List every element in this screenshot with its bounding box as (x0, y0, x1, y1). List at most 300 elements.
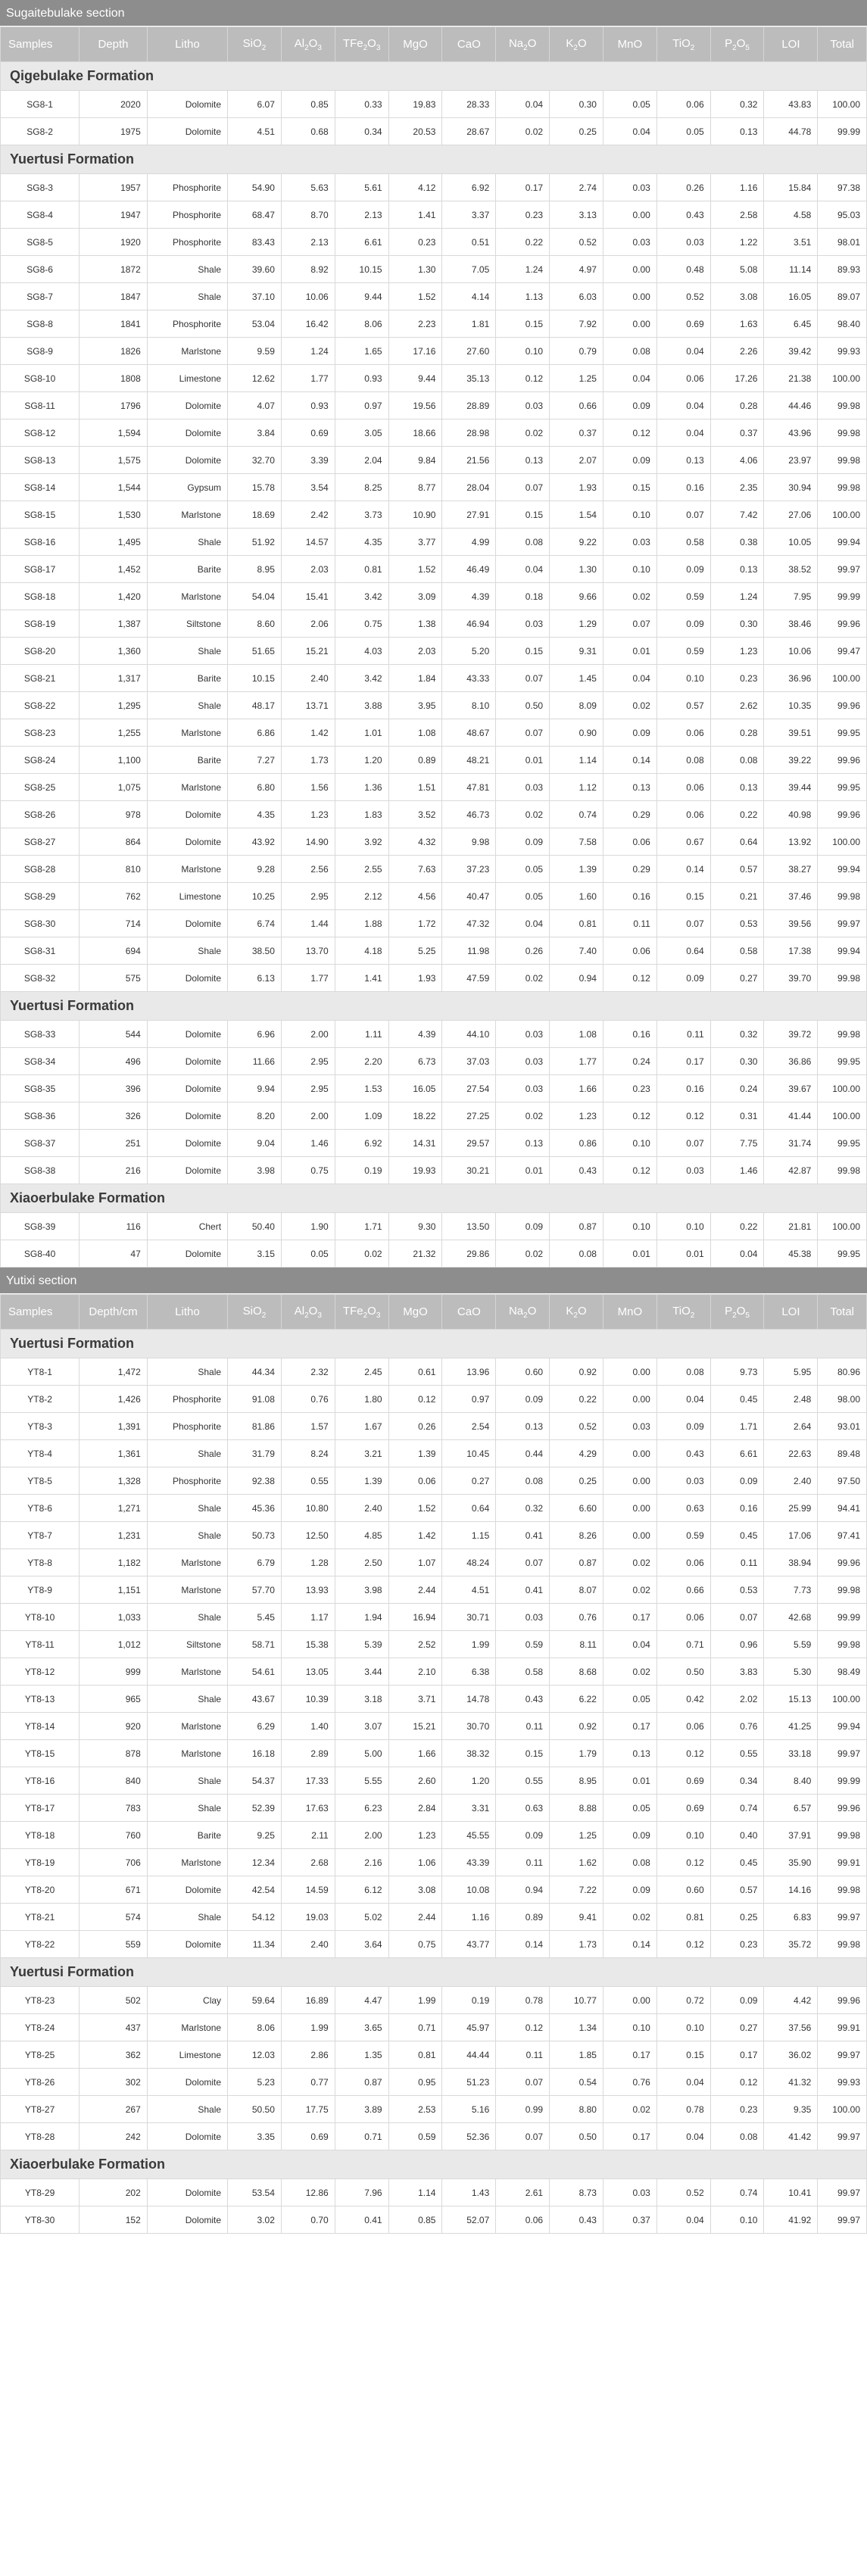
table-row (1, 1157, 867, 1184)
table-cell: 1.73 (281, 747, 335, 774)
table-cell: 99.94 (818, 937, 867, 965)
table-cell: Limestone (147, 883, 227, 910)
table-cell: 0.02 (496, 118, 550, 145)
table-row (1, 2123, 867, 2150)
table-cell: 12.50 (281, 1522, 335, 1549)
table-row (1, 201, 867, 229)
table-cell: SG8-16 (1, 529, 80, 556)
table-cell: 16.05 (764, 283, 818, 310)
table-cell: 38.50 (228, 937, 282, 965)
table-cell: 0.09 (656, 1413, 710, 1440)
table-cell: 0.17 (656, 1048, 710, 1075)
table-cell: 0.76 (603, 2069, 656, 2096)
table-cell: 2.56 (281, 856, 335, 883)
table-cell: 0.04 (656, 338, 710, 365)
table-cell: 44.46 (764, 392, 818, 419)
table-cell: 47.32 (442, 910, 496, 937)
table-cell: SG8-3 (1, 174, 80, 201)
table-cell: 2020 (80, 91, 148, 118)
table-cell: 0.75 (335, 610, 388, 638)
table-cell: 920 (80, 1713, 148, 1740)
table-cell: 0.52 (550, 1413, 603, 1440)
table-cell: 0.26 (656, 174, 710, 201)
table-cell: 99.96 (818, 1549, 867, 1576)
table-cell: 1.12 (550, 774, 603, 801)
table-cell: 0.57 (656, 692, 710, 719)
table-cell: 0.02 (603, 1904, 656, 1931)
table-cell: 10.80 (281, 1495, 335, 1522)
table-cell: 1.30 (550, 556, 603, 583)
table-cell: 10.05 (764, 529, 818, 556)
table-cell: 27.06 (764, 501, 818, 529)
table-cell: 0.71 (656, 1631, 710, 1658)
table-cell: 1,530 (80, 501, 148, 529)
table-cell: 8.88 (550, 1795, 603, 1822)
table-cell: 0.17 (603, 1713, 656, 1740)
table-cell: 37.91 (764, 1822, 818, 1849)
table-cell: 978 (80, 801, 148, 828)
table-cell: 302 (80, 2069, 148, 2096)
table-cell: 48.67 (442, 719, 496, 747)
table-row (1, 1876, 867, 1904)
table-cell: 43.33 (442, 665, 496, 692)
table-cell: 91.08 (228, 1386, 282, 1413)
table-cell: 46.94 (442, 610, 496, 638)
table-cell: 13.92 (764, 828, 818, 856)
formation-row (1, 2150, 867, 2179)
table-cell: 30.71 (442, 1604, 496, 1631)
table-cell: 2.40 (281, 665, 335, 692)
table-cell: 0.04 (496, 910, 550, 937)
table-cell: 0.96 (710, 1631, 764, 1658)
table-cell: Shale (147, 283, 227, 310)
formation-row (1, 1958, 867, 1987)
table-row (1, 2206, 867, 2234)
table-cell: 0.11 (496, 1713, 550, 1740)
table-cell: SG8-8 (1, 310, 80, 338)
table-cell: 0.21 (710, 883, 764, 910)
table-cell: YT8-9 (1, 1576, 80, 1604)
table-cell: SG8-19 (1, 610, 80, 638)
table-cell: 1,231 (80, 1522, 148, 1549)
table-cell: SG8-36 (1, 1102, 80, 1130)
table-cell: 0.01 (603, 1240, 656, 1268)
table-cell: 54.12 (228, 1904, 282, 1931)
table-cell: 2.62 (710, 692, 764, 719)
table-cell: 0.37 (710, 419, 764, 447)
table-cell: 1.01 (335, 719, 388, 747)
table-cell: 0.12 (496, 2014, 550, 2041)
table-cell: 0.32 (496, 1495, 550, 1522)
table-cell: Dolomite (147, 1075, 227, 1102)
table-cell: Marlstone (147, 774, 227, 801)
table-cell: 0.12 (656, 1102, 710, 1130)
table-cell: YT8-14 (1, 1713, 80, 1740)
table-row (1, 1413, 867, 1440)
table-cell: 89.48 (818, 1440, 867, 1467)
table-cell: 0.89 (496, 1904, 550, 1931)
table-cell: 0.93 (335, 365, 388, 392)
table-cell: 39.60 (228, 256, 282, 283)
table-cell: 0.27 (710, 965, 764, 992)
table-cell: 99.98 (818, 1822, 867, 1849)
table-cell: 0.78 (656, 2096, 710, 2123)
table-cell: 10.39 (281, 1686, 335, 1713)
table-cell: 99.95 (818, 1130, 867, 1157)
formation-row (1, 62, 867, 91)
table-cell: 0.12 (603, 1157, 656, 1184)
table-cell: 0.04 (603, 665, 656, 692)
table-cell: 1.06 (388, 1849, 442, 1876)
table-cell: 1.22 (710, 229, 764, 256)
table-cell: SG8-15 (1, 501, 80, 529)
table-cell: 3.52 (388, 801, 442, 828)
table-cell: 0.99 (496, 2096, 550, 2123)
table-row (1, 910, 867, 937)
table-cell: 99.91 (818, 2014, 867, 2041)
table-cell: 44.44 (442, 2041, 496, 2069)
table-cell: 17.33 (281, 1767, 335, 1795)
table-cell: 0.22 (710, 1213, 764, 1240)
table-cell: 9.25 (228, 1822, 282, 1849)
table-cell: 0.03 (603, 1413, 656, 1440)
table-cell: YT8-8 (1, 1549, 80, 1576)
table-cell: 0.08 (710, 747, 764, 774)
table-cell: 100.00 (818, 828, 867, 856)
table-cell: 0.03 (603, 2179, 656, 2206)
table-cell: 0.06 (656, 365, 710, 392)
table-cell: 2.00 (335, 1822, 388, 1849)
table-cell: Barite (147, 747, 227, 774)
table-cell: 0.55 (496, 1767, 550, 1795)
table-cell: SG8-31 (1, 937, 80, 965)
table-cell: 496 (80, 1048, 148, 1075)
table-row (1, 1240, 867, 1268)
table-cell: 3.54 (281, 474, 335, 501)
table-cell: 48.17 (228, 692, 282, 719)
table-cell: 100.00 (818, 365, 867, 392)
table-cell: 2.20 (335, 1048, 388, 1075)
table-cell: SG8-20 (1, 638, 80, 665)
table-cell: 0.27 (710, 2014, 764, 2041)
table-cell: 98.49 (818, 1658, 867, 1686)
table-cell: 0.09 (496, 828, 550, 856)
table-row (1, 1604, 867, 1631)
table-cell: 3.05 (335, 419, 388, 447)
table-cell: 0.75 (388, 1931, 442, 1958)
table-cell: 39.51 (764, 719, 818, 747)
table-cell: 0.12 (656, 1740, 710, 1767)
table-cell: 2.95 (281, 1048, 335, 1075)
header-row (1, 1295, 867, 1330)
table-cell: 0.93 (281, 392, 335, 419)
table-cell: 3.08 (710, 283, 764, 310)
table-cell: 0.02 (335, 1240, 388, 1268)
table-cell: 37.10 (228, 283, 282, 310)
table-cell: Marlstone (147, 583, 227, 610)
table-cell: 671 (80, 1876, 148, 1904)
table-cell: 6.60 (550, 1495, 603, 1522)
table-cell: 33.18 (764, 1740, 818, 1767)
table-cell: 17.16 (388, 338, 442, 365)
table-cell: 3.13 (550, 201, 603, 229)
table-cell: 0.45 (710, 1522, 764, 1549)
table-row (1, 719, 867, 747)
table-cell: 0.10 (656, 1213, 710, 1240)
table-cell: 0.16 (656, 1075, 710, 1102)
header-oxide: CaO (442, 1295, 496, 1330)
table-cell: 28.33 (442, 91, 496, 118)
table-cell: 21.38 (764, 365, 818, 392)
table-cell: 840 (80, 1767, 148, 1795)
formation-row (1, 145, 867, 174)
table-cell: SG8-1 (1, 91, 80, 118)
table-cell: 7.05 (442, 256, 496, 283)
table-cell: 99.99 (818, 583, 867, 610)
table-cell: 4.97 (550, 256, 603, 283)
table-cell: 0.17 (603, 2123, 656, 2150)
table-cell: 1.90 (281, 1213, 335, 1240)
table-cell: 27.60 (442, 338, 496, 365)
table-cell: 11.34 (228, 1931, 282, 1958)
table-cell: 25.99 (764, 1495, 818, 1522)
table-cell: SG8-12 (1, 419, 80, 447)
table-cell: 0.43 (656, 201, 710, 229)
table-cell: Dolomite (147, 392, 227, 419)
table-cell: 0.77 (281, 2069, 335, 2096)
table-cell: 2.86 (281, 2041, 335, 2069)
table-cell: 0.81 (656, 1904, 710, 1931)
table-cell: 0.44 (496, 1440, 550, 1467)
table-cell: 0.05 (281, 1240, 335, 1268)
table-row (1, 1048, 867, 1075)
table-cell: 1.81 (442, 310, 496, 338)
table-cell: 0.95 (388, 2069, 442, 2096)
table-cell: 4.03 (335, 638, 388, 665)
table-cell: 9.22 (550, 529, 603, 556)
table-row (1, 174, 867, 201)
table-cell: 0.07 (496, 719, 550, 747)
table-cell: 0.24 (710, 1075, 764, 1102)
table-cell: 3.89 (335, 2096, 388, 2123)
table-cell: 3.39 (281, 447, 335, 474)
table-cell: 42.54 (228, 1876, 282, 1904)
table-cell: 10.77 (550, 1987, 603, 2014)
table-cell: 0.61 (388, 1358, 442, 1386)
table-cell: 39.67 (764, 1075, 818, 1102)
table-cell: 1.16 (442, 1904, 496, 1931)
table-cell: 0.04 (656, 392, 710, 419)
table-cell: 2.61 (496, 2179, 550, 2206)
table-cell: 0.43 (550, 2206, 603, 2234)
table-cell: 14.31 (388, 1130, 442, 1157)
table-cell: 0.08 (603, 338, 656, 365)
table-cell: 2.44 (388, 1904, 442, 1931)
table-cell: 362 (80, 2041, 148, 2069)
table-row (1, 1713, 867, 1740)
table-cell: 35.72 (764, 1931, 818, 1958)
table-cell: 3.31 (442, 1795, 496, 1822)
table-cell: 99.98 (818, 965, 867, 992)
table-cell: 267 (80, 2096, 148, 2123)
table-cell: Dolomite (147, 1130, 227, 1157)
table-cell: 2.40 (281, 1931, 335, 1958)
table-cell: 0.31 (710, 1102, 764, 1130)
table-cell: YT8-10 (1, 1604, 80, 1631)
table-cell: 0.03 (603, 529, 656, 556)
table-cell: 17.63 (281, 1795, 335, 1822)
table-cell: 2.45 (335, 1358, 388, 1386)
table-row (1, 1822, 867, 1849)
table-cell: 43.83 (764, 91, 818, 118)
table-cell: 57.70 (228, 1576, 282, 1604)
table-cell: Dolomite (147, 801, 227, 828)
table-cell: 3.42 (335, 583, 388, 610)
table-cell: SG8-30 (1, 910, 80, 937)
table-cell: 5.00 (335, 1740, 388, 1767)
table-cell: 27.54 (442, 1075, 496, 1102)
table-cell: 99.97 (818, 556, 867, 583)
table-cell: 7.22 (550, 1876, 603, 1904)
table-cell: 1.35 (335, 2041, 388, 2069)
table-cell: 0.40 (710, 1822, 764, 1849)
table-cell: 99.94 (818, 1713, 867, 1740)
table-cell: 6.74 (228, 910, 282, 937)
table-cell: 0.08 (550, 1240, 603, 1268)
table-cell: 0.09 (656, 610, 710, 638)
table-cell: 3.73 (335, 501, 388, 529)
table-cell: 8.77 (388, 474, 442, 501)
table-cell: 1.54 (550, 501, 603, 529)
table-cell: 2.52 (388, 1631, 442, 1658)
table-cell: 4.32 (388, 828, 442, 856)
table-cell: 0.25 (550, 1467, 603, 1495)
table-cell: 0.24 (603, 1048, 656, 1075)
table-cell: 0.03 (496, 1604, 550, 1631)
table-cell: 0.05 (496, 856, 550, 883)
table-cell: 45.97 (442, 2014, 496, 2041)
header-oxide: $P_2O_5$ (710, 27, 764, 62)
table-cell: SG8-11 (1, 392, 80, 419)
table-cell: 44.78 (764, 118, 818, 145)
table-cell: 17.38 (764, 937, 818, 965)
header-oxide: TiO$_2$ (656, 1295, 710, 1330)
table-cell: 99.97 (818, 2041, 867, 2069)
table-cell: 16.05 (388, 1075, 442, 1102)
table-cell: 29.86 (442, 1240, 496, 1268)
table-cell: 1,295 (80, 692, 148, 719)
table-cell: 3.08 (388, 1876, 442, 1904)
table-cell: 1.79 (550, 1740, 603, 1767)
table-cell: 0.01 (496, 1157, 550, 1184)
table-cell: 0.23 (388, 229, 442, 256)
table-cell: 0.50 (550, 2123, 603, 2150)
table-cell: 3.15 (228, 1240, 282, 1268)
table-cell: 1.38 (388, 610, 442, 638)
table-cell: 1,182 (80, 1549, 148, 1576)
table-cell: 1.09 (335, 1102, 388, 1130)
table-cell: Marlstone (147, 856, 227, 883)
table-cell: 0.17 (496, 174, 550, 201)
table-cell: 0.89 (388, 747, 442, 774)
table-cell: 1.80 (335, 1386, 388, 1413)
table-cell: 36.02 (764, 2041, 818, 2069)
table-cell: 98.40 (818, 310, 867, 338)
table-cell: 1920 (80, 229, 148, 256)
table-cell: 6.80 (228, 774, 282, 801)
table-cell: 0.01 (496, 747, 550, 774)
table-cell: 0.15 (656, 883, 710, 910)
table-cell: 0.81 (388, 2041, 442, 2069)
table-cell: 99.94 (818, 856, 867, 883)
table-cell: 0.04 (656, 2206, 710, 2234)
table-cell: 12.62 (228, 365, 282, 392)
table-row (1, 1631, 867, 1658)
table-cell: 0.64 (442, 1495, 496, 1522)
table-cell: 0.15 (496, 638, 550, 665)
table-cell: 1,361 (80, 1440, 148, 1467)
table-cell: Dolomite (147, 965, 227, 992)
table-cell: 0.13 (603, 1740, 656, 1767)
table-row (1, 365, 867, 392)
table-cell: 2.26 (710, 338, 764, 365)
table-cell: 0.06 (603, 828, 656, 856)
table-cell: 5.61 (335, 174, 388, 201)
table-cell: 0.02 (603, 583, 656, 610)
table-cell: 0.29 (603, 801, 656, 828)
table-cell: 2.74 (550, 174, 603, 201)
table-cell: 52.39 (228, 1795, 282, 1822)
table-cell: 99.98 (818, 1876, 867, 1904)
table-cell: 0.69 (656, 1795, 710, 1822)
table-cell: 0.12 (656, 1931, 710, 1958)
table-cell: 0.87 (550, 1549, 603, 1576)
table-cell: Shale (147, 638, 227, 665)
table-cell: 1.20 (335, 747, 388, 774)
table-row (1, 1467, 867, 1495)
table-cell: 1,472 (80, 1358, 148, 1386)
table-cell: SG8-22 (1, 692, 80, 719)
table-row (1, 256, 867, 283)
table-cell: 0.02 (496, 965, 550, 992)
table-row (1, 610, 867, 638)
table-cell: SG8-29 (1, 883, 80, 910)
table-cell: 7.42 (710, 501, 764, 529)
table-cell: 1.77 (550, 1048, 603, 1075)
table-cell: 15.41 (281, 583, 335, 610)
table-cell: 99.96 (818, 692, 867, 719)
table-cell: 1.53 (335, 1075, 388, 1102)
table-cell: 2.12 (335, 883, 388, 910)
table-cell: 0.03 (603, 174, 656, 201)
table-cell: 0.06 (656, 1549, 710, 1576)
table-cell: 14.90 (281, 828, 335, 856)
table-row (1, 1522, 867, 1549)
header-litho: Litho (147, 1295, 227, 1330)
table-cell: 1.99 (281, 2014, 335, 2041)
table-cell: 8.06 (335, 310, 388, 338)
table-row (1, 392, 867, 419)
table-cell: 99.96 (818, 610, 867, 638)
table-cell: 0.30 (710, 1048, 764, 1075)
table-cell: 2.44 (388, 1576, 442, 1604)
table-cell: 1,391 (80, 1413, 148, 1440)
table-cell: 4.18 (335, 937, 388, 965)
table-cell: 27.91 (442, 501, 496, 529)
table-cell: 0.10 (603, 1213, 656, 1240)
table-cell: 1,317 (80, 665, 148, 692)
table-cell: 30.21 (442, 1157, 496, 1184)
